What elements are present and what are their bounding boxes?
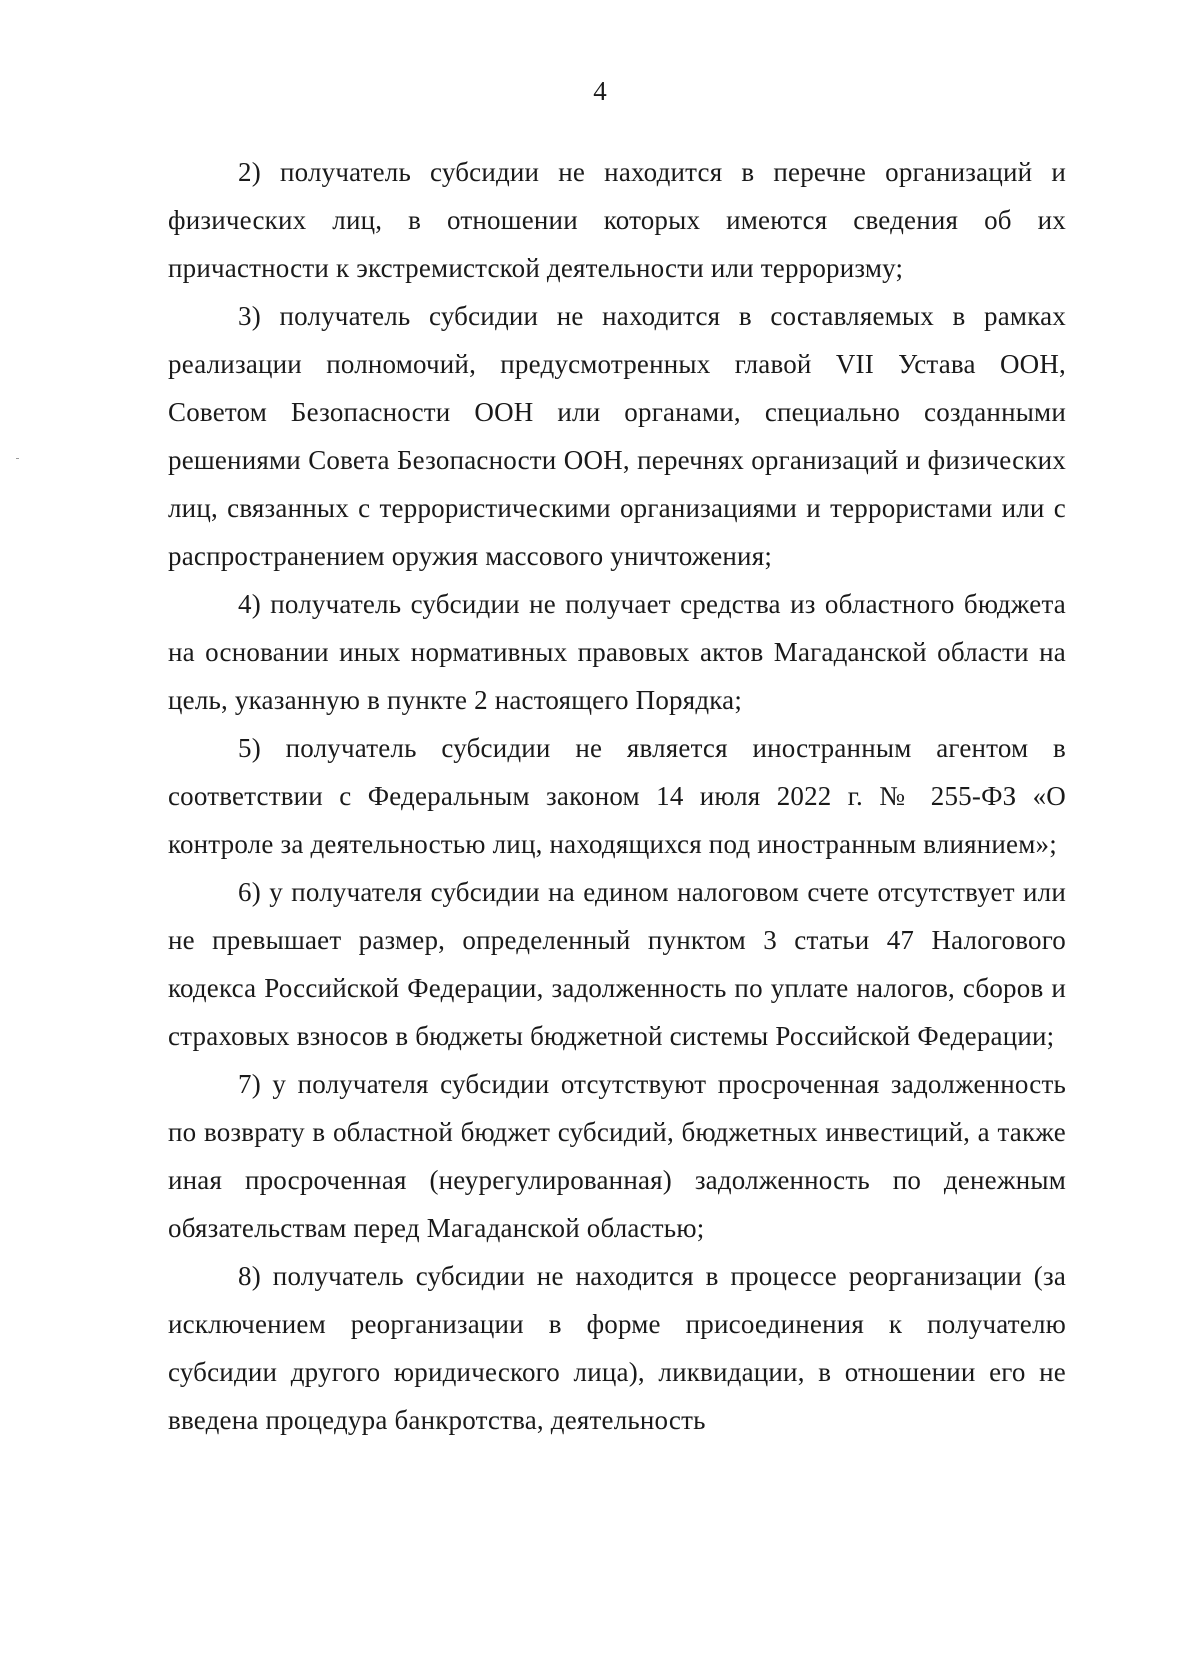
paragraph-item-2: 2) получатель субсидии не находится в перечне организаций и физических лиц, в отношении которых имеются сведения об их причастности к экстремистской деятельности или терроризму; (168, 157, 1066, 283)
paragraph-item-8: 8) получатель субсидии не находится в процессе реорганизации (за исключением реорганизации в форме присоединения к получателю субсидии другого юридического лица), ликвидации, в отношении его не введена процедура банкротства, деятельность (168, 1261, 1066, 1435)
paragraph-item-4: 4) получатель субсидии не получает средства из областного бюджета на основании иных нормативных правовых актов Магаданской области на цель, указанную в пункте 2 настоящего Порядка; (168, 589, 1066, 715)
document-body (168, 148, 1066, 1444)
page-number: 4 (593, 76, 607, 106)
paragraph-item-7: 7) у получателя субсидии отсутствуют просроченная задолженность по возврату в областной бюджет субсидий, бюджетных инвестиций, а также иная просроченная (неурегулированная) задолженность по денежным обязательствам перед Магаданской областью; (168, 1069, 1066, 1243)
scan-artifact (16, 458, 19, 459)
paragraph-item-5: 5) получатель субсидии не является иностранным агентом в соответствии с Федеральным законом 14 июля 2022 г. № 255-ФЗ «О контроле за деятельностью лиц, находящихся под иностранным влиянием»; (168, 733, 1066, 859)
paragraph-item-3: 3) получатель субсидии не находится в составляемых в рамках реализации полномочий, предусмотренных главой VII Устава ООН, Советом Безопасности ООН или органами, специально созданными решениями Совета Безопасности ООН, перечнях организаций и физических лиц, связанных с террористическими организациями и террористами или с распространением оружия массового уничтожения; (168, 301, 1066, 571)
paragraph-item-6: 6) у получателя субсидии на едином налоговом счете отсутствует или не превышает размер, определенный пунктом 3 статьи 47 Налогового кодекса Российской Федерации, задолженность по уплате налогов, сборов и страховых взносов в бюджеты бюджетной системы Российской Федерации; (168, 877, 1066, 1051)
